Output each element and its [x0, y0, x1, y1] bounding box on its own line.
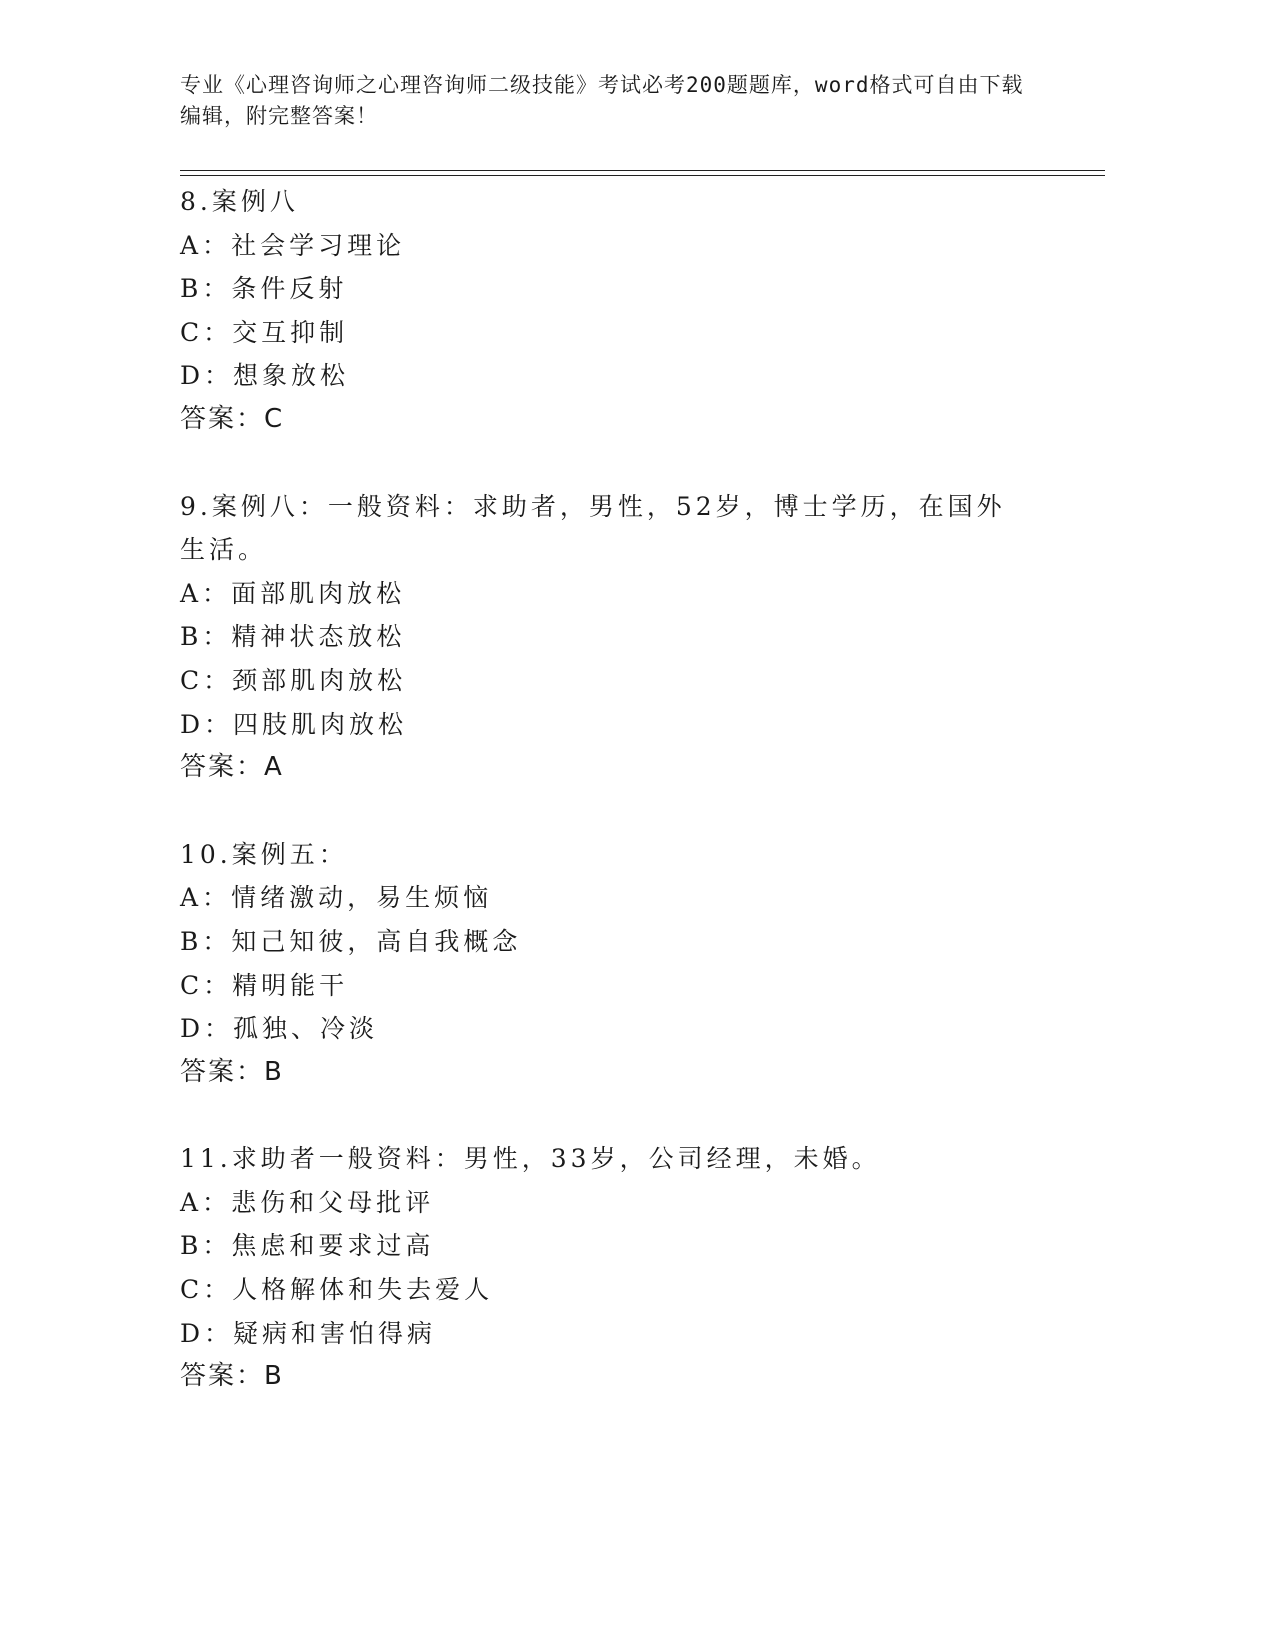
header-rule-top: [180, 170, 1105, 171]
option-label: B：: [180, 1231, 232, 1261]
option-text: 社会学习理论: [231, 230, 406, 260]
option-label: A：: [180, 1187, 232, 1217]
option-text: 交互抑制: [232, 317, 349, 347]
option-b: [180, 1224, 1060, 1268]
option-label: A：: [180, 883, 232, 913]
question-stem: 10.案例五：: [180, 839, 348, 869]
option-a: [180, 876, 1060, 920]
question-stem: 9.案例八：一般资料：求助者，男性，52岁，博士学历，在国外生活。: [180, 491, 1006, 565]
option-b: [180, 267, 1060, 311]
question-list: [180, 180, 1060, 1442]
option-text: 疑病和害怕得病: [233, 1318, 437, 1348]
header-rule-bottom: [180, 175, 1105, 176]
option-d: [180, 703, 1060, 747]
option-b: [180, 920, 1060, 964]
option-label: D：: [180, 709, 234, 739]
option-label: A：: [180, 230, 232, 260]
option-d: [180, 1007, 1060, 1051]
option-label: C：: [180, 317, 233, 347]
option-a: [180, 224, 1060, 268]
option-c: [180, 659, 1060, 703]
option-label: D：: [180, 1014, 234, 1044]
option-label: B：: [180, 274, 232, 304]
option-a: [180, 572, 1060, 616]
option-label: B：: [180, 622, 232, 652]
option-a: [180, 1181, 1060, 1225]
option-label: C：: [180, 1275, 233, 1305]
option-text: 条件反射: [231, 274, 348, 304]
option-b: [180, 615, 1060, 659]
answer-line: 答案：A: [180, 752, 284, 783]
option-label: D：: [180, 361, 234, 391]
option-text: 情绪激动，易生烦恼: [231, 883, 493, 913]
answer-line: 答案：B: [180, 1361, 284, 1392]
option-text: 知己知彼，高自我概念: [231, 926, 522, 956]
question-11: [180, 1137, 1060, 1399]
question-stem: 11.求助者一般资料：男性，33岁，公司经理，未婚。: [180, 1144, 881, 1174]
option-label: A：: [180, 578, 232, 608]
document-header: 专业《心理咨询师之心理咨询师二级技能》考试必考200题题库，word格式可自由下载编辑，附完整答案！: [180, 73, 1024, 128]
question-stem: 8.案例八: [180, 187, 299, 216]
option-text: 精明能干: [232, 970, 349, 1000]
option-text: 颈部肌肉放松: [232, 665, 407, 695]
option-text: 焦虑和要求过高: [231, 1231, 435, 1261]
question-8: [180, 180, 1060, 442]
answer-line: 答案：C: [180, 403, 285, 434]
option-d: [180, 354, 1060, 398]
question-10: [180, 833, 1060, 1095]
option-text: 悲伤和父母批评: [231, 1187, 435, 1217]
option-label: D：: [180, 1318, 234, 1348]
option-c: [180, 311, 1060, 355]
option-c: [180, 1268, 1060, 1312]
option-text: 孤独、冷淡: [233, 1014, 379, 1044]
option-label: C：: [180, 970, 233, 1000]
option-label: C：: [180, 665, 233, 695]
answer-line: 答案：B: [180, 1056, 284, 1087]
option-text: 四肢肌肉放松: [233, 709, 408, 739]
option-d: [180, 1312, 1060, 1356]
option-c: [180, 964, 1060, 1008]
option-text: 人格解体和失去爱人: [232, 1275, 494, 1305]
option-text: 面部肌肉放松: [231, 578, 406, 608]
option-text: 想象放松: [233, 361, 350, 391]
question-9: [180, 485, 1060, 790]
option-text: 精神状态放松: [231, 622, 406, 652]
option-label: B：: [180, 926, 232, 956]
